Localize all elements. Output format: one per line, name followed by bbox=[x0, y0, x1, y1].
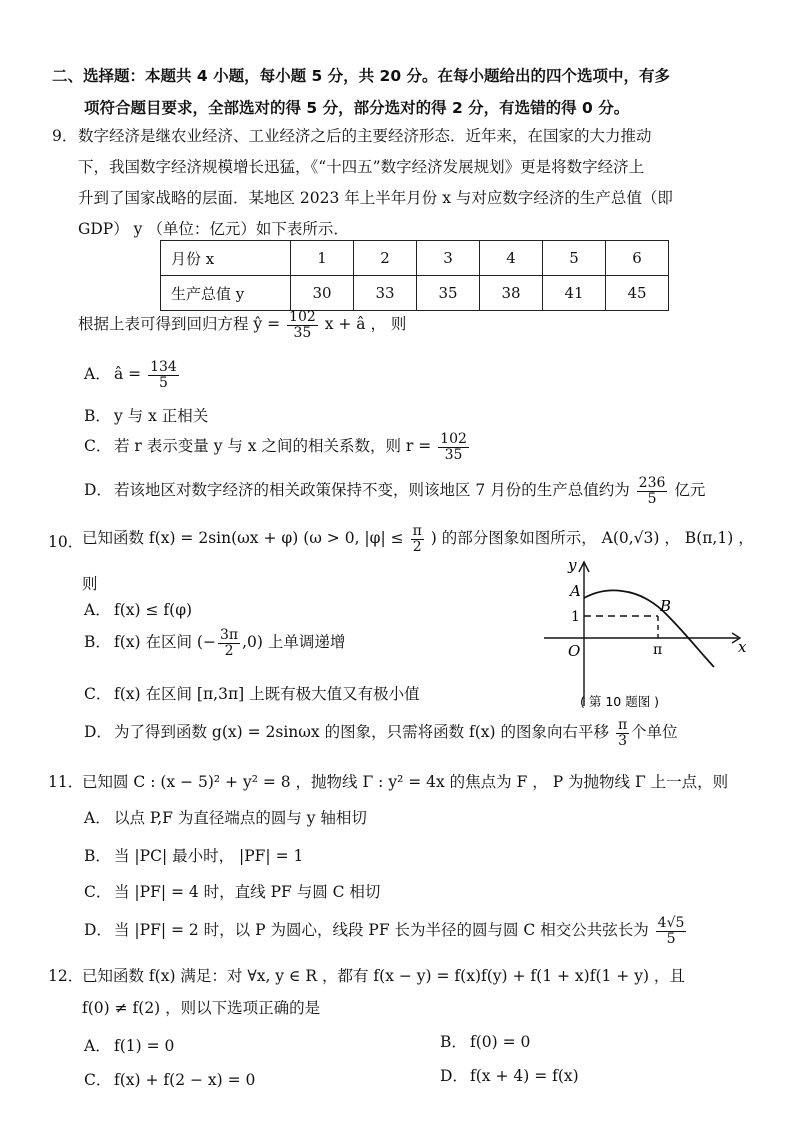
option-b: B． y 与 x 正相关 bbox=[84, 407, 209, 425]
question-stem-line: 下，我国数字经济规模增长迅猛，《“十四五”数字经济发展规划》更是将数字经济上 bbox=[78, 158, 645, 176]
option-c: C． 当 |PF| = 4 时，直线 PF 与圆 C 相切 bbox=[84, 883, 381, 901]
table-cell: 6 bbox=[606, 241, 669, 276]
sine-curve bbox=[584, 590, 714, 667]
table-header-month: 月份 x bbox=[161, 241, 291, 276]
point-b-label: B bbox=[660, 597, 672, 615]
question-stem-line: 已知函数 f(x) = 2sin(ωx + φ) (ω > 0, |φ| ≤ $\frac{\pi}{2}$ ) 的部分图象如图所示， A(0,√3) ， B(π,1) ， bbox=[82, 523, 754, 555]
point-a-label: A bbox=[570, 582, 581, 600]
table-cell: 5 bbox=[543, 241, 606, 276]
fraction: $\frac{102}{35}$ bbox=[440, 431, 467, 463]
table-cell: 35 bbox=[417, 276, 480, 311]
section-heading-line2: 项符合题目要求，全部选对的得 5 分，部分选对的得 2 分，有选错的得 0 分。 bbox=[84, 99, 630, 117]
question-stem-line: 数字经济是继农业经济、工业经济之后的主要经济形态．近年来，在国家的大力推动 bbox=[78, 127, 652, 145]
section-heading-line1: 二、选择题：本题共 4 小题，每小题 5 分，共 20 分。在每小题给出的四个选项中，有多 bbox=[52, 67, 671, 85]
fraction: $\frac{134}{5}$ bbox=[150, 359, 177, 391]
table-cell: 4 bbox=[480, 241, 543, 276]
table-header-gdp: 生产总值 y bbox=[161, 276, 291, 311]
question-number: 11． bbox=[48, 773, 84, 791]
question-stem-line: GDP） y （单位：亿元）如下表所示． bbox=[78, 220, 349, 238]
option-a: A． 以点 P,F 为直径端点的圆与 y 轴相切 bbox=[84, 809, 367, 827]
option-a: A． â = $\frac{134}{5}$ bbox=[84, 359, 177, 391]
option-a: A． f(1) = 0 bbox=[84, 1037, 175, 1055]
regression-equation: 根据上表可得到回归方程 ŷ = $\frac{102}{35}$ x + â ， 则 bbox=[78, 309, 407, 341]
function-graph-figure bbox=[540, 556, 754, 716]
table-cell: 2 bbox=[354, 241, 417, 276]
x-axis-label: x bbox=[738, 638, 747, 656]
fraction: $\frac{\pi}{2}$ bbox=[412, 523, 422, 555]
table-cell: 45 bbox=[606, 276, 669, 311]
fraction: $\frac{\pi}{3}$ bbox=[617, 717, 628, 749]
table-cell: 1 bbox=[291, 241, 354, 276]
table-row bbox=[161, 276, 669, 311]
y-axis-label: y bbox=[568, 556, 577, 574]
figure-caption: ( 第 10 题图 ) bbox=[580, 694, 660, 709]
question-stem-line: 则 bbox=[82, 575, 98, 593]
origin-label: O bbox=[568, 642, 581, 660]
question-stem-line: f(0) ≠ f(2) ，则以下选项正确的是 bbox=[82, 999, 321, 1017]
table-row bbox=[161, 241, 669, 276]
question-number: 12． bbox=[48, 967, 84, 985]
option-b: B． f(x) 在区间 (− $\frac{3\pi}{2}$ ,0) 上单调递增 bbox=[84, 627, 346, 659]
option-c: C． f(x) 在区间 [π,3π] 上既有极大值又有极小值 bbox=[84, 685, 420, 703]
question-stem-line: 升到了国家战略的层面．某地区 2023 年上半年月份 x 与对应数字经济的生产总值（即 bbox=[78, 189, 673, 207]
option-c: C． 若 r 表示变量 y 与 x 之间的相关系数，则 r = $\frac{102}{35}$ bbox=[84, 431, 467, 463]
option-d: D． 为了得到函数 g(x) = 2sinωx 的图象，只需将函数 f(x) 的图象向右平移 $\frac{\pi}{3}$ 个单位 bbox=[84, 717, 678, 749]
tick-label-pi: π bbox=[653, 642, 663, 658]
option-c: C． f(x) + f(2 − x) = 0 bbox=[84, 1071, 256, 1089]
data-table bbox=[160, 240, 669, 311]
fraction: $\frac{236}{5}$ bbox=[638, 475, 666, 507]
option-d: D． 当 |PF| = 2 时，以 P 为圆心，线段 PF 长为半径的圆与圆 C 相交公共弦长为 $\frac{4√5}{5}$ bbox=[84, 915, 685, 947]
option-b: B． f(0) = 0 bbox=[440, 1033, 531, 1051]
fraction: $\frac{102}{35}$ bbox=[289, 309, 316, 341]
question-number: 9． bbox=[52, 127, 78, 145]
table-cell: 38 bbox=[480, 276, 543, 311]
table-cell: 33 bbox=[354, 276, 417, 311]
fraction: $\frac{4√5}{5}$ bbox=[657, 915, 685, 947]
table-cell: 41 bbox=[543, 276, 606, 311]
question-number: 10． bbox=[48, 533, 84, 551]
option-d: D． f(x + 4) = f(x) bbox=[440, 1067, 579, 1085]
table-cell: 3 bbox=[417, 241, 480, 276]
option-a: A． f(x) ≤ f(φ) bbox=[84, 601, 193, 619]
table-cell: 30 bbox=[291, 276, 354, 311]
question-stem-line: 已知圆 C : (x − 5)² + y² = 8 ，抛物线 Γ : y² = 4x 的焦点为 F ， P 为抛物线 Γ 上一点，则 bbox=[82, 773, 729, 791]
tick-label-1: 1 bbox=[571, 609, 580, 625]
question-stem-line: 已知函数 f(x) 满足：对 ∀x, y ∈ R ，都有 f(x − y) = f(x)f(y) + f(1 + x)f(1 + y) ，且 bbox=[82, 967, 685, 985]
option-d: D． 若该地区对数字经济的相关政策保持不变，则该地区 7 月份的生产总值约为 $\frac{236}{5}$ 亿元 bbox=[84, 475, 706, 507]
fraction: $\frac{3\pi}{2}$ bbox=[219, 627, 239, 659]
option-b: B． 当 |PC| 最小时， |PF| = 1 bbox=[84, 847, 304, 865]
